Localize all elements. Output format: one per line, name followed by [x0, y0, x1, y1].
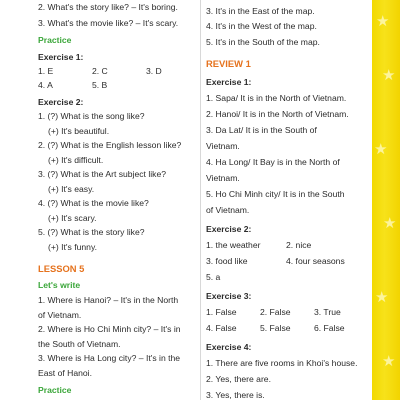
- exercise-title: Exercise 3:: [206, 291, 252, 301]
- answer-line: 1. Where is Hanoi? – It's in the North: [38, 295, 179, 305]
- practice-heading: Practice: [38, 385, 72, 395]
- answer-line: 5. (?) What is the story like?: [38, 227, 145, 237]
- star-icon: ★: [383, 215, 397, 232]
- review-heading: REVIEW 1: [206, 58, 251, 69]
- exercise-title: Exercise 1:: [38, 52, 84, 62]
- answer-line: (+) It's difficult.: [48, 155, 104, 165]
- exercise-title: Exercise 2:: [38, 97, 84, 107]
- answer-line: Vietnam.: [206, 141, 240, 151]
- star-icon: ★: [376, 13, 390, 30]
- answer-line: (+) It's funny.: [48, 242, 98, 252]
- exercise-title: Exercise 1:: [206, 77, 252, 87]
- answer-line: 2. (?) What is the English lesson like?: [38, 140, 182, 150]
- answer-line: 1. (?) What is the song like?: [38, 111, 145, 121]
- answer-line: (+) It's beautiful.: [48, 126, 110, 136]
- answer-cell: 4. False: [206, 323, 237, 333]
- lesson-heading: LESSON 5: [38, 263, 85, 274]
- answer-cell: 3. food like: [206, 256, 248, 266]
- answer-cell: 6. False: [314, 323, 345, 333]
- answer-cell: 2. C: [92, 66, 108, 76]
- answer-cell: 3. D: [146, 66, 162, 76]
- answer-line: of Vietnam.: [38, 310, 82, 320]
- answer-line: 5. It's in the South of the map.: [206, 37, 320, 47]
- star-icon: ★: [375, 289, 389, 306]
- answer-line: of Vietnam.: [206, 205, 250, 215]
- answer-cell: 1. the weather: [206, 240, 261, 250]
- lets-write-heading: Let's write: [38, 280, 81, 290]
- answer-line: East of Hanoi.: [38, 368, 92, 378]
- answer-line: (+) It's easy.: [48, 184, 95, 194]
- answer-cell: 5. a: [206, 272, 221, 282]
- answer-line: 1. There are five rooms in Khoi's house.: [206, 358, 358, 368]
- answer-cell: 3. True: [314, 307, 341, 317]
- answer-line: 3. Where is Ha Long city? – It's in the: [38, 353, 181, 363]
- star-icon: ★: [382, 353, 396, 370]
- answer-line: 5. Ho Chi Minh city/ It is in the South: [206, 189, 345, 199]
- answer-cell: 2. nice: [286, 240, 312, 250]
- star-icon: ★: [382, 67, 396, 84]
- practice-heading: Practice: [38, 35, 72, 45]
- answer-line: 2. What's the story like? – It's boring.: [38, 2, 178, 12]
- answer-line: 1. Sapa/ It is in the North of Vietnam.: [206, 93, 347, 103]
- answer-cell: 1. E: [38, 66, 54, 76]
- answer-line: Vietnam.: [206, 173, 240, 183]
- decorative-stripe: [372, 0, 400, 400]
- answer-cell: 2. False: [260, 307, 291, 317]
- answer-line: (+) It's scary.: [48, 213, 97, 223]
- answer-line: 4. (?) What is the movie like?: [38, 198, 149, 208]
- answer-line: 3. What's the movie like? – It's scary.: [38, 18, 179, 28]
- answer-line: 3. (?) What is the Art subject like?: [38, 169, 167, 179]
- answer-line: the South of Vietnam.: [38, 339, 121, 349]
- answer-cell: 4. A: [38, 80, 53, 90]
- answer-line: 3. Yes, there is.: [206, 390, 265, 400]
- answer-line: 3. It's in the East of the map.: [206, 6, 315, 16]
- answer-line: 4. It's in the West of the map.: [206, 21, 317, 31]
- column-divider: [200, 0, 201, 400]
- star-icon: ★: [374, 141, 388, 158]
- answer-cell: 1. False: [206, 307, 237, 317]
- exercise-title: Exercise 2:: [206, 224, 252, 234]
- answer-line: 3. Da Lat/ It is in the South of: [206, 125, 317, 135]
- answer-line: 2. Where is Ho Chi Minh city? – It's in: [38, 324, 181, 334]
- answer-line: 2. Hanoi/ It is in the North of Vietnam.: [206, 109, 349, 119]
- answer-line: 2. Yes, there are.: [206, 374, 271, 384]
- answer-cell: 4. four seasons: [286, 256, 345, 266]
- answer-cell: 5. False: [260, 323, 291, 333]
- answer-cell: 5. B: [92, 80, 108, 90]
- answer-line: 4. Ha Long/ It Bay is in the North of: [206, 157, 340, 167]
- exercise-title: Exercise 4:: [206, 342, 252, 352]
